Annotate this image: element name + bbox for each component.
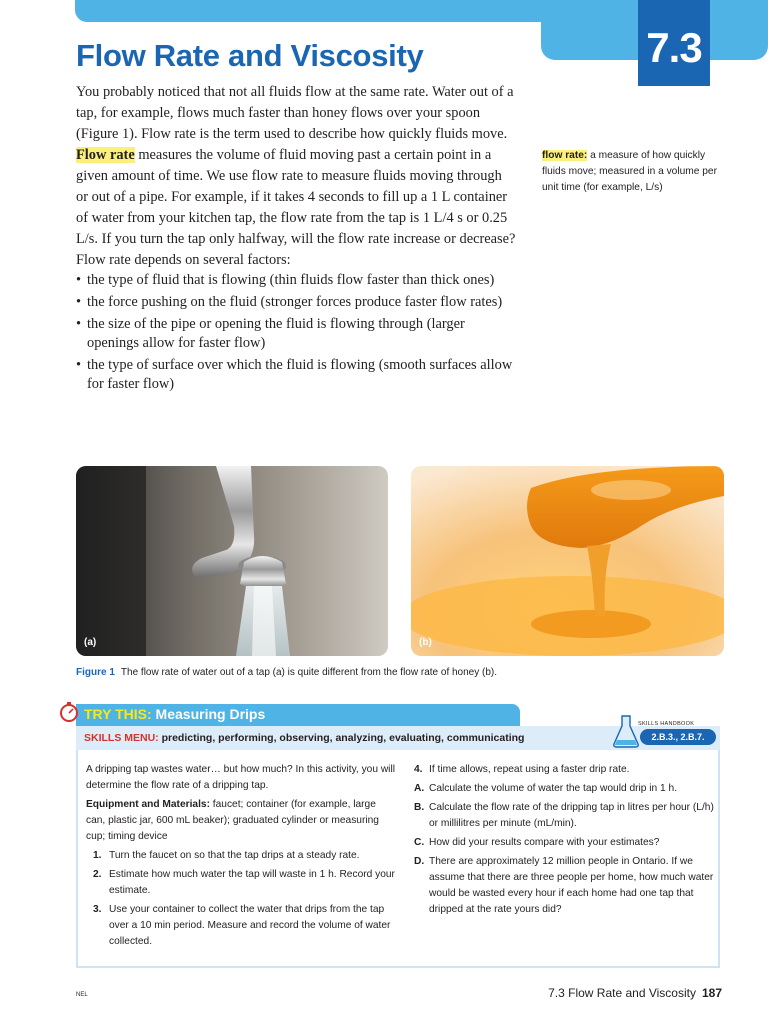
tap-illustration (76, 466, 388, 656)
running-title: 7.3 Flow Rate and Viscosity (548, 986, 696, 1000)
step-item (86, 902, 396, 950)
page-footer (548, 986, 722, 1000)
equipment-text: faucet; container (for example, large can, plastic jar, 600 mL beaker); graduated cylinder or measuring cup; timing device (86, 799, 379, 842)
factor-item: • the type of surface over which the fluid is flowing (smooth surfaces allow for faster flow) (76, 356, 516, 394)
page-title: Flow Rate and Viscosity (76, 38, 424, 73)
section-number: 7.3 (646, 24, 702, 71)
try-this-title (84, 706, 265, 722)
stopwatch-icon (58, 701, 80, 723)
question-item (414, 800, 714, 832)
step-text: Estimate how much water the tap will waste in 1 h. Record your estimate. (109, 869, 395, 896)
figure-label-b: (b) (419, 637, 432, 648)
activity-right-column (414, 762, 714, 921)
factor-item: • the force pushing on the fluid (stronger forces produce faster flow rates) (76, 293, 516, 312)
step-number: 2. (93, 869, 102, 880)
section-number-badge (638, 0, 710, 86)
intro-text-1: You probably noticed that not all fluids flow at the same rate. Water out of a tap, for example, flows much faster than honey flows over your spoon (Figure 1). Flow rate is the term used to describe how quickly fluids move. (76, 84, 514, 142)
figure-number: Figure 1 (76, 667, 115, 678)
question-item (414, 835, 714, 851)
question-text: Calculate the volume of water the tap would drip in 1 h. (429, 783, 678, 794)
photo-water-tap (76, 466, 388, 656)
question-letter: D. (414, 856, 425, 867)
skills-menu-list: predicting, performing, observing, analyzing, evaluating, communicating (158, 732, 525, 744)
step-number: 3. (93, 904, 102, 915)
try-this-keyword: TRY THIS: (84, 706, 152, 722)
figure-caption (76, 667, 726, 678)
activity-intro: A dripping tap wastes water… but how much? In this activity, you will determine the flow rate of a dripping tap. (86, 764, 395, 791)
glossary-note (542, 148, 722, 196)
publisher-mark: NEL (76, 992, 88, 998)
step-item (414, 762, 714, 778)
activity-left-column (86, 762, 396, 953)
factors-list (76, 271, 516, 394)
intro-text-2: measures the volume of fluid moving past a certain point in a given amount of time. We use flow rate to measure fluids moving through or out of a pipe. For example, if it takes 4 seconds to fill up a 1 L container of water from your kitchen tap, the flow rate from the tap is 1 L/4 s or 0.25 L/s. If you turn the tap only halfway, will the flow rate increase or decrease? Flow rate depends on several factors: (76, 147, 516, 268)
photo-honey-spoon (411, 466, 724, 656)
glossary-definition: a measure of how quickly fluids move; measured in a volume per unit time (for example, L/s) (542, 150, 717, 193)
intro-paragraph (76, 82, 516, 271)
factor-item: • the type of fluid that is flowing (thin fluids flow faster than thick ones) (76, 271, 516, 290)
skills-menu-keyword: SKILLS MENU: (84, 732, 159, 744)
skills-handbook-codes[interactable]: 2.B.3., 2.B.7. (640, 729, 716, 745)
step-item (86, 848, 396, 864)
glossary-term: flow rate: (542, 150, 588, 161)
question-letter: C. (414, 837, 425, 848)
question-text: There are approximately 12 million people in Ontario. If we assume that there are three people per home, how much water would be wasted every hour if each home had one tap that dripped at the rate yours did? (429, 856, 714, 915)
header-banner (75, 0, 541, 22)
page-number: 187 (701, 986, 722, 1000)
step-text: If time allows, repeat using a faster drip rate. (429, 764, 630, 775)
factor-item: • the size of the pipe or opening the fluid is flowing through (larger openings allow for faster flow) (76, 315, 516, 353)
body-text (76, 82, 516, 397)
question-item (414, 781, 714, 797)
equipment-label: Equipment and Materials: (86, 799, 210, 810)
step-number: 4. (414, 764, 423, 775)
question-letter: A. (414, 783, 425, 794)
equipment-paragraph (86, 797, 396, 845)
question-text: Calculate the flow rate of the dripping tap in litres per hour (L/h) or millilitres per minute (mL/min). (429, 802, 714, 829)
step-item (86, 867, 396, 899)
try-this-heading: Measuring Drips (151, 706, 266, 722)
question-item (414, 854, 714, 918)
step-text: Use your container to collect the water that drips from the tap over a 10 min period. Measure and record the volume of water collected. (109, 904, 391, 947)
step-text: Turn the faucet on so that the tap drips at a steady rate. (109, 850, 360, 861)
question-text: How did your results compare with your estimates? (429, 837, 660, 848)
flask-icon (612, 714, 640, 748)
skills-menu (84, 732, 524, 744)
question-letter: B. (414, 802, 425, 813)
flow-rate-term: Flow rate (76, 147, 135, 163)
caption-text: The flow rate of water out of a tap (a) is quite different from the flow rate of honey (b). (120, 667, 498, 678)
step-number: 1. (93, 850, 102, 861)
skills-handbook-label: SKILLS HANDBOOK (638, 721, 695, 727)
figure-label-a: (a) (84, 637, 97, 648)
honey-illustration (411, 466, 724, 656)
